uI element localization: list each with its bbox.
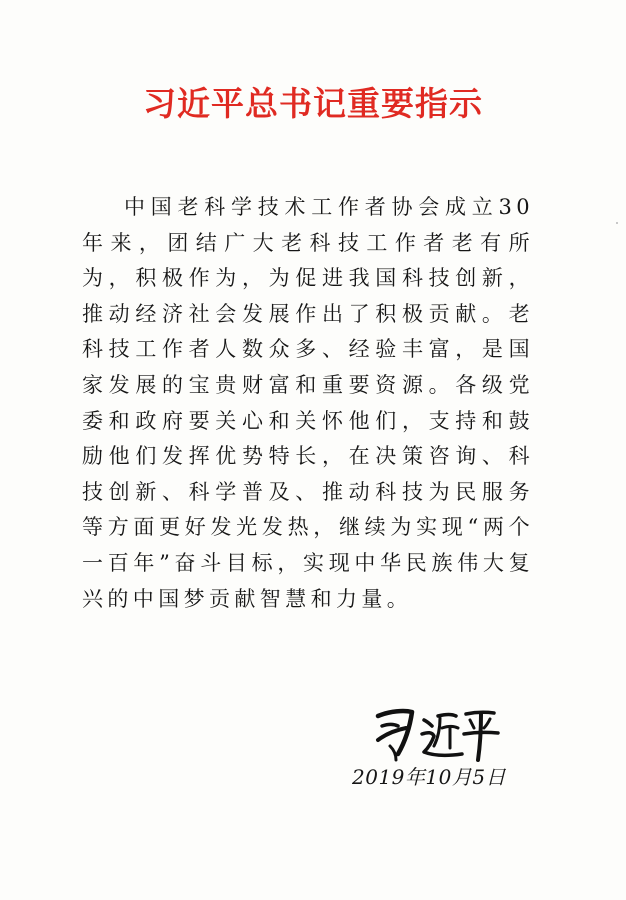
paper-speck: [616, 222, 618, 224]
signature-date: 2019年10月5日: [352, 765, 507, 789]
handwritten-signature: [372, 702, 502, 764]
document-title: 习近平总书记重要指示: [143, 84, 483, 123]
document-body: 中国老科学技术工作者协会成立30年来，团结广大老科技工作者老有所为，积极作为，为促进我国科技创新，推动经济社会发展作出了积极贡献。老科技工作者人数众多、经验丰富，是国家发展的宝贵财富和重要资源。各级党委和政府要关心和关怀他们，支持和鼓励他们发挥优势特长，在决策咨询、科技创新、科学普及、推动科技为民服务等方面更好发光发热，继续为实现“两个一百年”奋斗目标，实现中华民族伟大复兴的中国梦贡献智慧和力量。: [82, 195, 534, 611]
